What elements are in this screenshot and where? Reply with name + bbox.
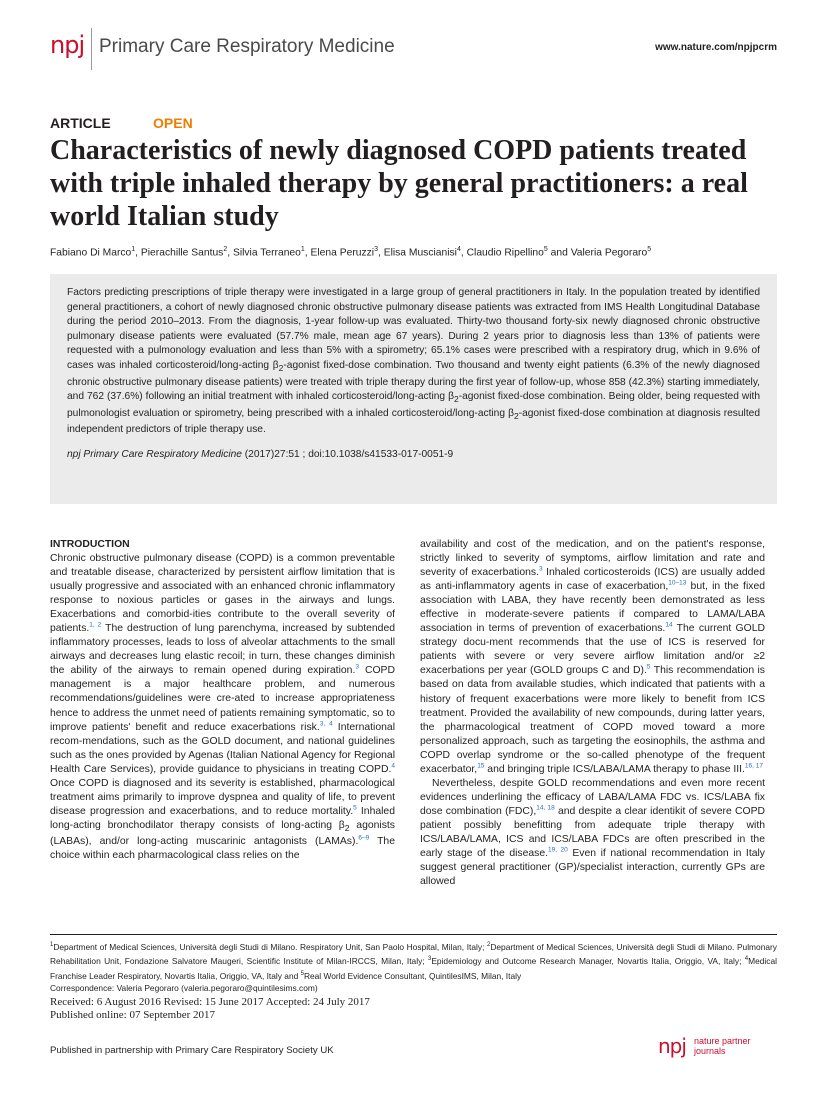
reference-link[interactable]: 3	[355, 663, 359, 671]
author-affiliation-marker: 1	[131, 246, 136, 253]
reference-link[interactable]: 4	[391, 762, 395, 770]
reference-link[interactable]: 3	[538, 565, 543, 573]
reference-link[interactable]: 19, 20	[548, 846, 568, 854]
author-affiliation-marker: 5	[543, 246, 548, 253]
journal-name: Primary Care Respiratory Medicine	[99, 36, 395, 57]
author-name[interactable]: Fabiano Di Marco	[50, 247, 132, 259]
author-name[interactable]: Elisa Muscianisi	[383, 247, 457, 259]
nature-partner-journals-logo	[658, 1036, 778, 1060]
citation-journal: npj Primary Care Respiratory Medicine	[67, 449, 242, 461]
author-affiliation-marker: 1	[300, 246, 305, 253]
author-name[interactable]: Pierachille Santus	[140, 247, 224, 259]
open-access-badge: OPEN	[153, 115, 193, 131]
published-online: Published online: 07 September 2017	[50, 1009, 215, 1021]
abstract-text: Factors predicting prescriptions of triple therapy were investigated in a large group of general practitioners in Italy. In the population treated by identified general practitioners, a cohort of newly diagnosed chronic obstructive pulmonary disease patients was extracted from IMS Health Longitudinal Database during the period 2010–2013. From the diagnosis, 1-year follow-up was evaluated. Thirty-two thousand forty-six newly diagnosed chronic obstructive pulmonary disease patients were evaluated (57.7% male, mean age 67 years). During 2 years prior to diagnosis less than 13% of patients were requested with a pulmonology evaluation and less than 5% with a spirometry; 65.1% cases were prescribed with a respiratory drug, which in 9.6% of cases was inhaled corticosteroid/long-acting $\beta_2$-agonist fixed-dose combination. Two thousand and twenty eight patients (6.3% of the newly diagnosed chronic obstructive pulmonary disease patients) were treated with triple therapy during the first year of follow-up, whose 858 (42.3%) starting immediately, and 762 (37.6%) following an initial treatment with inhaled corticosteroid/long-acting $\beta_2$-agonist fixed-dose combination. Being older, being requested with pulmonologist evaluation or spirometry, being prescribed with a inhaled corticosteroid/long-acting $\beta_2$-agonist fixed-dose combination at diagnosis resulted independent predictors of triple therapy use.	[67, 287, 761, 436]
author-list: Fabiano Di Marco$^1$, Pierachille Santus$^2$, Silvia Terraneo$^1$, Elena Peruzzi$^3$, Elisa Muscianisi$^4$, Claudio Ripellino$^5$ and Valeria Pegoraro$^5$	[50, 246, 652, 259]
reference-link[interactable]: 3, 4	[319, 720, 333, 728]
reference-link[interactable]: 14	[665, 621, 673, 629]
footer-partnership: Published in partnership with Primary Care Respiratory Society UK	[50, 1045, 334, 1056]
citation-doi[interactable]: (2017)27:51 ; doi:10.1038/s41533-017-0051-9	[241, 449, 454, 461]
reference-link[interactable]: 1, 2	[89, 621, 102, 629]
intro-paragraph: Nevertheless, despite GOLD recommendations and even more recent evidences underlining the efficacy of LABA/LAMA FDC vs. ICS/LABA fix dose combination (FDC),$^{14, 18}$ and despite a clear identikit of severe COPD patient possibly benefitting from adequate triple therapy with ICS/LABA/LAMA, ICS and ICS/LABA FDCs are often prescribed in the early stage of the disease.$^{19, 20}$ Even if national recommendation in Italy suggest general practitioner (GP)/specialist interaction, currently GPs are allowed	[420, 777, 766, 888]
affiliations-divider	[50, 934, 777, 935]
section-heading-introduction: INTRODUCTION	[50, 539, 130, 550]
npj-footer-mark: npj	[658, 1034, 686, 1058]
article-dates	[50, 996, 777, 1022]
header-divider	[91, 28, 92, 70]
correspondence[interactable]: Correspondence: Valeria Pegoraro (valeria.pegoraro@quintilesims.com)	[50, 983, 318, 994]
received-revised-accepted: Received: 6 August 2016 Revised: 15 June 2017 Accepted: 24 July 2017	[50, 996, 370, 1008]
logo-line-nature-partner: nature partner	[694, 1036, 751, 1046]
abstract-box	[50, 274, 777, 504]
reference-link[interactable]: 14, 18	[536, 804, 555, 812]
npj-logo: npj	[50, 31, 85, 59]
body-column-right	[420, 538, 765, 889]
article-title: Characteristics of newly diagnosed COPD patients treated with triple inhaled therapy by general practitioners: a real world Italian study	[50, 135, 748, 232]
author-name[interactable]: Claudio Ripellino	[466, 247, 544, 259]
reference-link[interactable]: 5	[353, 804, 357, 812]
journal-url-link[interactable]: www.nature.com/npjpcrm	[655, 42, 777, 53]
logo-line-journals: journals	[694, 1046, 726, 1056]
author-affiliation-marker: 5	[647, 246, 652, 253]
author-affiliation-marker: 3	[374, 246, 378, 253]
citation-line	[67, 448, 760, 462]
reference-link[interactable]: 10–13	[668, 579, 687, 587]
body-column-left	[50, 538, 395, 863]
author-affiliation-marker: 4	[456, 246, 461, 253]
intro-paragraph-continued: availability and cost of the medication, and on the patient's response, strictly linked to severity of symptoms, airflow limitation and rate and severity of exacerbations.$^3$ Inhaled corticosteroids (ICS) are usually added as anti-inflammatory agents in case of exacerbation,$^{10-13}$ but, in the fixed association with LABA, they have recently been demonstrated as less effective in moderate-severe patients if compared to LAMA/LABA association in terms of prevention of exacerbations.$^{14}$ The current GOLD strategy docu-ment recommends that the use of ICS is reserved for patients with severe or very severe airflow limitation and/or ≥2 exacerbations per year (GOLD groups C and D).$^5$ This recommendation is based on data from available studies, which indicated that patients with a history of frequent exacerbations were more likely to benefit from ICS treatment. Provided the availability of new compounds, during latter years, the pharmacological treatment of COPD moved toward a more personalized approach, such as targeting the eosinophils, the asthma and COPD overlap syndrome or the so-called phenotype of the frequent exacerbator,$^{15}$ and bringing triple ICS/LABA/LAMA therapy to phase III.$^{16, 17}$	[420, 539, 766, 775]
author-name[interactable]: Elena Peruzzi	[310, 247, 375, 259]
author-name[interactable]: Silvia Terraneo	[232, 247, 301, 259]
author-affiliation-marker: 2	[223, 246, 228, 253]
affiliations: $^1$Department of Medical Sciences, Università degli Studi di Milano. Respiratory Unit, San Paolo Hospital, Milan, Italy; $^2$Department of Medical Sciences, Università degli Studi di Milano. Pulmonary Rehabilitation Unit, Fondazione Salvatore Maugeri, Scientific Institute of Milan-IRCCS, Milan, Italy; $^3$Epidemiology and Outcome Research Manager, Novartis Italia, Origgio, VA, Italy; $^4$Medical Franchise Leader Respiratory, Novartis Italia, Origgio, VA, Italy and $^5$Real World Evidence Consultant, QuintilesIMS, Milan, Italy Correspondence: Valeria Pegoraro (valeria.pegoraro@quintilesims.com)	[50, 941, 777, 994]
journal-header	[50, 28, 777, 72]
reference-link[interactable]: 6–9	[358, 834, 370, 842]
author-name[interactable]: Valeria Pegoraro	[570, 247, 648, 259]
reference-link[interactable]: 15	[477, 762, 485, 770]
reference-link[interactable]: 5	[646, 663, 651, 671]
reference-link[interactable]: 16, 17	[744, 762, 763, 770]
article-type-label: ARTICLE	[50, 115, 111, 131]
intro-paragraph: Chronic obstructive pulmonary disease (COPD) is a common preventable and treatable disease, characterized by persistent airflow limitation that is usually progressive and associated with an enhanced chronic inflammatory response to noxious particles or gases in the airways and lungs. Exacerbations and comorbid-ities contribute to the overall severity of patients.$^{1, 2}$ The destruction of lung parenchyma, increased by subtended inflammatory processes, leads to loss of alveolar attachments to the small airways and decreases lung elastic recoil; in turn, these changes diminish the ability of the airways to remain opened during expiration.$^3$ COPD management is a major healthcare problem, and numerous recommendations/guidelines were cre-ated to increase appropriateness hence to address the unmet need of patients remaining symptomatic, so to improve patients' benefit and reduce exacerbations risk.$^{3, 4}$ International recom-mendations, such as the GOLD document, and national guidelines such as the ones provided by Agenas (Italian National Agency for Regional Health Care Services), provide guidance to physicians in treating COPD.$^4$ Once COPD is diagnosed and its severity is established, pharmacological treatment aims primarily to improve dyspnea and quality of life, to prevent disease progression and exacerbations, and to reduce mortality.$^5$ Inhaled long-acting bronchodilator therapy consists of long-acting $\beta_2$ agonists (LABAs), and/or long-acting muscarinic antagonists (LAMAs).$^{6-9}$ The choice within each pharmacological class relies on the	[50, 553, 396, 862]
